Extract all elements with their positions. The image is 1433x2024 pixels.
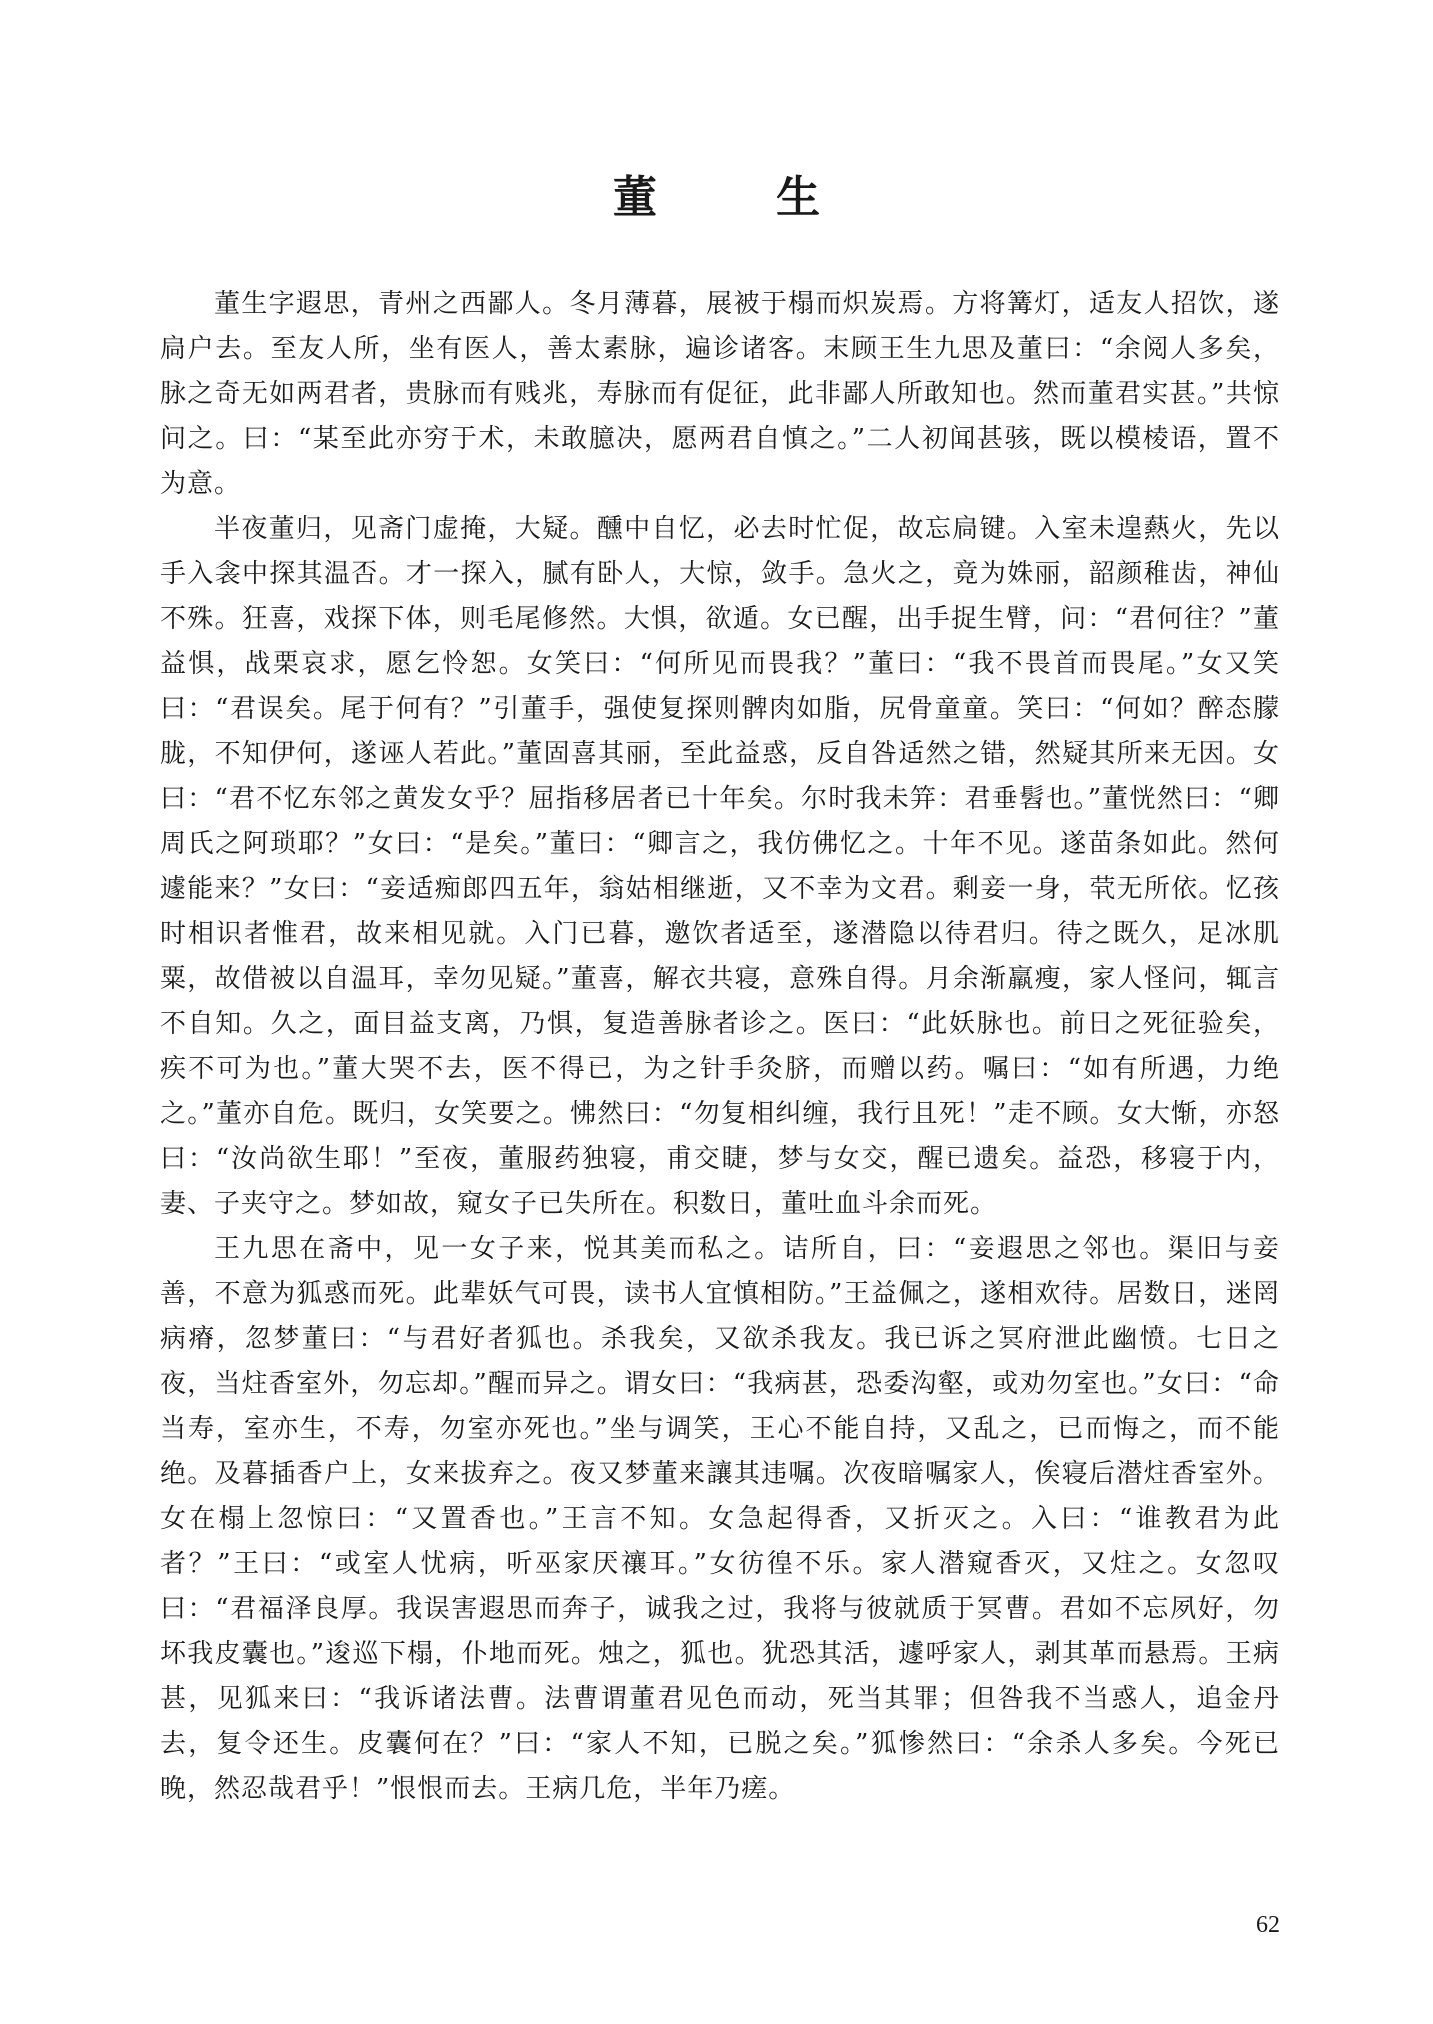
paragraph-3: 王九思在斋中，见一女子来，悦其美而私之。诘所自，曰：“妾遐思之邻也。渠旧与妾善，不意为狐惑而死。此辈妖气可畏，读书人宜慎相防。”王益佩之，遂相欢待。居数日，迷罔病瘠，忽梦董曰：“与君好者狐也。杀我矣，又欲杀我友。我已诉之冥府泄此幽愤。七日之夜，当炷香室外，勿忘却。”醒而异之。谓女曰：“我病甚，恐委沟壑，或劝勿室也。”女曰：“命当寿，室亦生，不寿，勿室亦死也。”坐与调笑，王心不能自持，又乱之，已而悔之，而不能绝。及暮插香户上，女来拔弃之。夜又梦董来讓其违嘱。次夜暗嘱家人，俟寝后潜炷香室外。女在榻上忽惊曰：“又置香也。”王言不知。女急起得香，又折灭之。入曰：“谁教君为此者？”王曰：“或室人忧病，听巫家厌禳耳。”女彷徨不乐。家人潜窥香灭，又炷之。女忽叹曰：“君福泽良厚。我误害遐思而奔子，诚我之过，我将与彼就质于冥曹。君如不忘夙好，勿坏我皮囊也。”逡巡下榻，仆地而死。烛之，狐也。犹恐其活，遽呼家人，剥其革而悬焉。王病甚，见狐来曰：“我诉诸法曹。法曹谓董君见色而动，死当其罪；但咎我不当惑人，追金丹去，复令还生。皮囊何在？”曰：“家人不知，已脱之矣。”狐惨然曰：“余杀人多矣。今死已晚，然忍哉君乎！”恨恨而去。王病几危，半年乃瘥。 [160,1234,1280,1804]
page-number: 62 [1256,1912,1280,1938]
page-title: 董 生 [612,172,873,223]
paragraph-1: 董生字遐思，青州之西鄙人。冬月薄暮，展被于榻而炽炭焉。方将篝灯，适友人招饮，遂扃户去。至友人所，坐有医人，善太素脉，遍诊诸客。末顾王生九思及董曰：“余阅人多矣，脉之奇无如两君者，贵脉而有贱兆，寿脉而有促征，此非鄙人所敢知也。然而董君实甚。”共惊问之。曰：“某至此亦穷于术，未敢臆决，愿两君自慎之。”二人初闻甚骇，既以模棱语，置不为意。 [160,289,1280,499]
paragraph-2: 半夜董归，见斋门虚掩，大疑。醺中自忆，必去时忙促，故忘扃键。入室未遑爇火，先以手入衾中探其温否。才一探入，腻有卧人，大惊，敛手。急火之，竟为姝丽，韶颜稚齿，神仙不殊。狂喜，戏探下体，则毛尾修然。大惧，欲遁。女已醒，出手捉生臂，问：“君何往？”董益惧，战栗哀求，愿乞怜恕。女笑曰：“何所见而畏我？”董曰：“我不畏首而畏尾。”女又笑曰：“君误矣。尾于何有？”引董手，强使复探则髀肉如脂，尻骨童童。笑曰：“何如？醉态朦胧，不知伊何，遂诬人若此。”董固喜其丽，至此益惑，反自咎适然之错，然疑其所来无因。女曰：“君不忆东邻之黄发女乎？屈指移居者已十年矣。尔时我未笄：君垂髫也。”董恍然曰：“卿周氏之阿琐耶？”女曰：“是矣。”董曰：“卿言之，我仿佛忆之。十年不见。遂苗条如此。然何遽能来？”女曰：“妾适痴郎四五年，翁姑相继逝，又不幸为文君。剩妾一身，茕无所依。忆孩时相识者惟君，故来相见就。入门已暮，邀饮者适至，遂潜隐以待君归。待之既久，足冰肌粟，故借被以自温耳，幸勿见疑。”董喜，解衣共寝，意殊自得。月余渐羸瘦，家人怪问，辄言不自知。久之，面目益支离，乃惧，复造善脉者诊之。医曰：“此妖脉也。前日之死征验矣，疾不可为也。”董大哭不去，医不得已，为之针手灸脐，而赠以药。嘱曰：“如有所遇，力绝之。”董亦自危。既归，女笑要之。怫然曰：“勿复相纠缠，我行且死！”走不顾。女大惭，亦怒曰：“汝尚欲生耶！”至夜，董服药独寝，甫交睫，梦与女交，醒已遗矣。益恐，移寝于内，妻、子夹守之。梦如故，窥女子已失所在。积数日，董吐血斗余而死。 [160,514,1280,1219]
article-body [160,282,1280,1812]
